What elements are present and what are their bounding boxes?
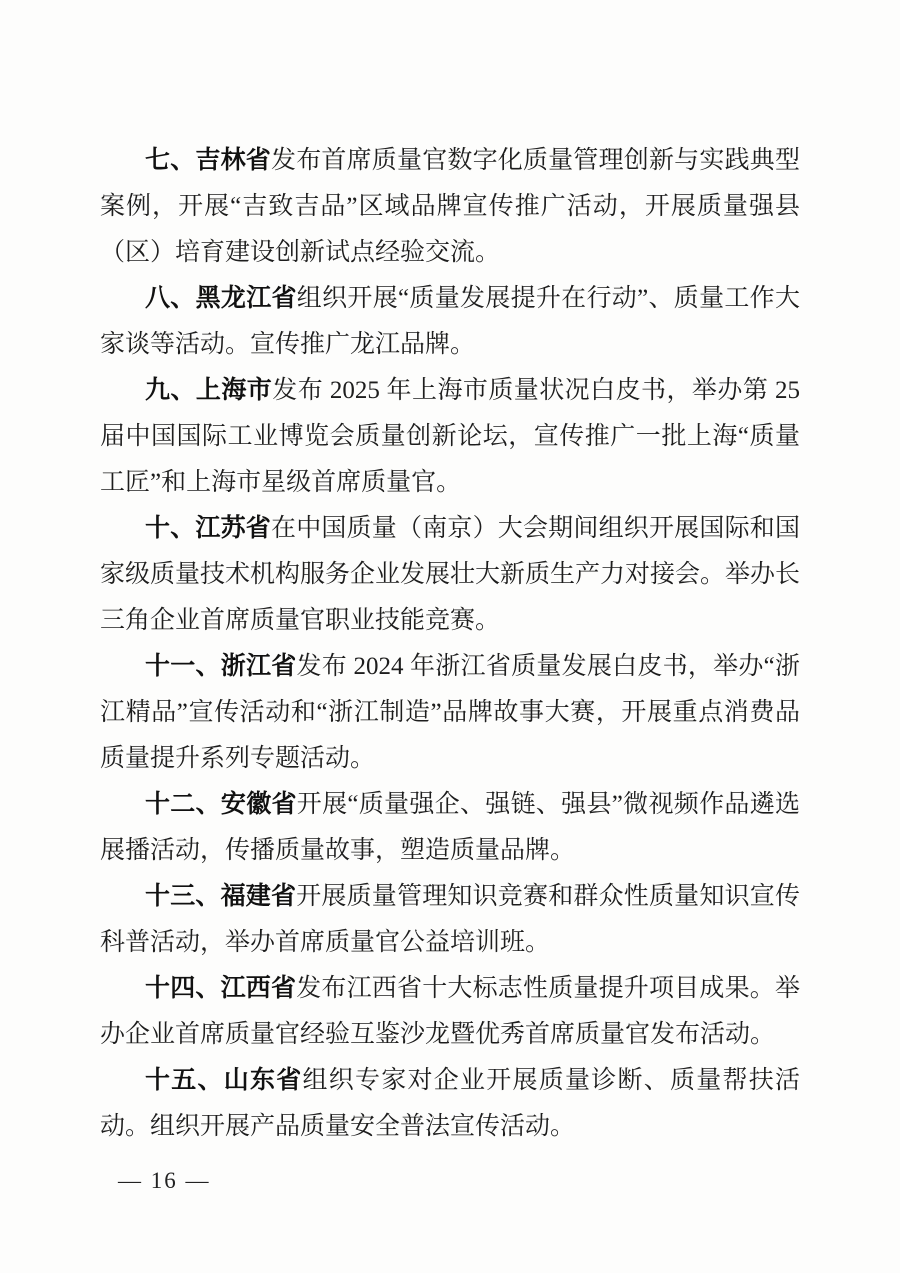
paragraph-text: 开展“质量强企、强链、强县”微视频作品遴选展播活动，传播质量故事，塑造质量品牌。 (100, 791, 800, 864)
paragraph-lead: 十三、福建省 (145, 883, 297, 910)
paragraph-lead: 十、江苏省 (145, 515, 271, 542)
paragraph-text: 组织专家对企业开展质量诊断、质量帮扶活动。组织开展产品质量安全普法宣传活动。 (100, 1067, 800, 1140)
paragraph-item-11 (100, 644, 800, 782)
paragraph-lead: 七、吉林省 (145, 147, 271, 174)
paragraph-item-13 (100, 874, 800, 966)
document-body (100, 138, 800, 1150)
paragraph-text: 发布 2025 年上海市质量状况白皮书，举办第 25 届中国国际工业博览会质量创新论坛，宣传推广一批上海“质量工匠”和上海市星级首席质量官。 (100, 377, 800, 496)
paragraph-text: 开展质量管理知识竞赛和群众性质量知识宣传科普活动，举办首席质量官公益培训班。 (100, 883, 800, 956)
paragraph-lead: 十一、浙江省 (145, 653, 297, 680)
paragraph-text: 组织开展“质量发展提升在行动”、质量工作大家谈等活动。宣传推广龙江品牌。 (100, 285, 800, 358)
paragraph-text: 发布江西省十大标志性质量提升项目成果。举办企业首席质量官经验互鉴沙龙暨优秀首席质量官发布活动。 (100, 975, 800, 1048)
paragraph-item-14 (100, 966, 800, 1058)
paragraph-lead: 十二、安徽省 (145, 791, 297, 818)
page-number: — 16 — (118, 1168, 211, 1193)
paragraph-lead: 八、黑龙江省 (145, 285, 297, 312)
paragraph-item-7 (100, 138, 800, 276)
paragraph-lead: 十五、山东省 (145, 1067, 303, 1094)
paragraph-text: 在中国质量（南京）大会期间组织开展国际和国家级质量技术机构服务企业发展壮大新质生产力对接会。举办长三角企业首席质量官职业技能竞赛。 (100, 515, 801, 634)
paragraph-item-10 (100, 506, 800, 644)
paragraph-item-12 (100, 782, 800, 874)
paragraph-text: 发布首席质量官数字化质量管理创新与实践典型案例，开展“吉致吉品”区域品牌宣传推广活动，开展质量强县（区）培育建设创新试点经验交流。 (100, 147, 800, 266)
paragraph-lead: 十四、江西省 (145, 975, 297, 1002)
paragraph-item-15 (100, 1058, 800, 1150)
paragraph-item-8 (100, 276, 800, 368)
paragraph-lead: 九、上海市 (145, 377, 273, 404)
paragraph-item-9 (100, 368, 800, 506)
paragraph-text: 发布 2024 年浙江省质量发展白皮书，举办“浙江精品”宣传活动和“浙江制造”品牌故事大赛，开展重点消费品质量提升系列专题活动。 (100, 653, 800, 772)
